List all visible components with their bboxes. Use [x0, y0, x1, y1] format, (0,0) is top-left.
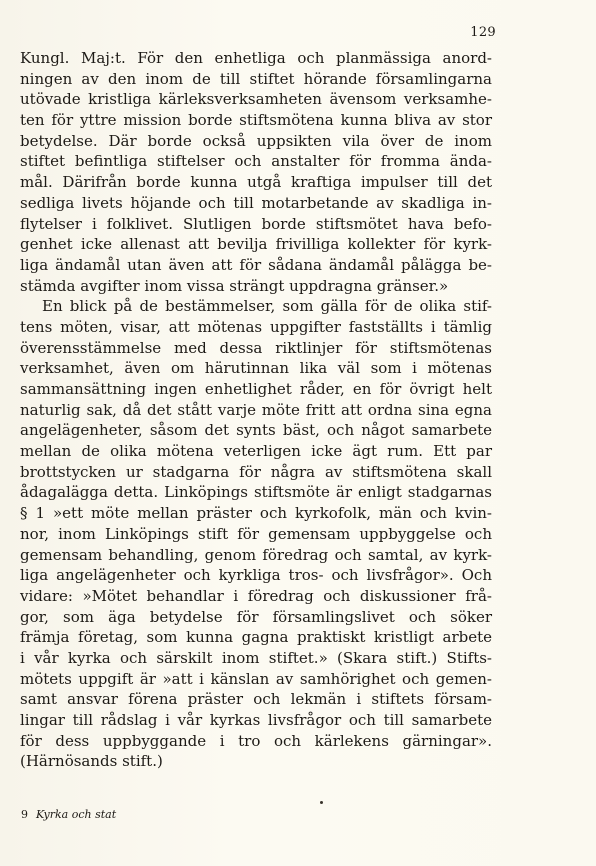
text-line: mellan de olika mötena veterligen icke ägt rum. Ett par: [20, 442, 492, 461]
printer-signature: [21, 808, 116, 821]
ink-speck: [320, 801, 323, 804]
text-line: ningen av den inom de till stiftet hörande församlingarna: [20, 69, 492, 88]
text-line: ten för yttre mission borde stiftsmötena kunna bliva av stor: [20, 111, 492, 130]
signature-title: Kyrka och stat: [36, 808, 117, 821]
text-line: naturlig sak, då det stått varje möte fritt att ordna sina egna: [20, 400, 492, 419]
text-line: liga ändamål utan även att för sådana ändamål pålägga be-: [20, 255, 492, 274]
text-line: angelägenheter, såsom det synts bäst, och något samarbete: [20, 421, 492, 440]
text-line: § 1 »ett möte mellan präster och kyrkofolk, män och kvin-: [20, 504, 492, 523]
text-line: verksamhet, även om härutinnan lika väl som i mötenas: [20, 359, 492, 378]
text-line: samt ansvar förena präster och lekmän i stiftets försam-: [20, 690, 492, 709]
text-line: (Härnösands stift.): [20, 752, 163, 771]
text-line: i vår kyrka och särskilt inom stiftet.» (Skara stift.) Stifts-: [20, 648, 492, 667]
text-line: betydelse. Där borde också uppsikten vila över de inom: [20, 131, 492, 150]
text-line: gor, som äga betydelse för församlingslivet och söker: [20, 607, 492, 626]
text-line: främja företag, som kunna gagna praktiskt kristligt arbete: [20, 628, 492, 647]
text-line: vidare: »Mötet behandlar i föredrag och diskussioner frå-: [20, 586, 492, 605]
page-number: 129: [470, 25, 496, 40]
text-line: gemensam behandling, genom föredrag och samtal, av kyrk-: [20, 545, 492, 564]
body-text: [20, 48, 492, 772]
text-line: stiftet befintliga stiftelser och anstalter för fromma ända-: [20, 152, 492, 171]
signature-number: 9: [21, 808, 28, 821]
text-line: överensstämmelse med dessa riktlinjer för stiftsmötenas: [20, 338, 492, 357]
text-line: Kungl. Maj:t. För den enhetliga och planmässiga anord-: [20, 49, 492, 67]
text-line: sammansättning ingen enhetlighet råder, en för övrigt helt: [20, 380, 492, 398]
text-line: mål. Därifrån borde kunna utgå kraftiga impulser till det: [20, 173, 492, 192]
text-line: tens möten, visar, att mötenas uppgifter fastställts i tämlig: [20, 317, 492, 336]
text-line: utövade kristliga kärleksverksamheten ävensom verksamhe-: [20, 90, 492, 109]
text-line: liga angelägenheter och kyrkliga tros- och livsfrågor». Och: [20, 566, 492, 585]
text-line: mötets uppgift är »att i känslan av samhörighet och gemen-: [20, 669, 492, 688]
text-line: sedliga livets höjande och till motarbetande av skadliga in-: [20, 193, 492, 212]
text-line: för dess uppbyggande i tro och kärlekens gärningar».: [20, 731, 492, 750]
text-line: flytelser i folklivet. Slutligen borde stiftsmötet hava befo-: [20, 214, 492, 233]
text-line: genhet icke allenast att bevilja frivilliga kollekter för kyrk-: [20, 235, 492, 254]
text-line: lingar till rådslag i vår kyrkas livsfrågor och till samarbete: [20, 711, 492, 729]
text-line: brottstycken ur stadgarna för några av stiftsmötena skall: [20, 462, 492, 481]
text-line: stämda avgifter inom vissa strängt uppdragna gränser.»: [20, 276, 449, 295]
text-line: nor, inom Linköpings stift för gemensam uppbyggelse och: [20, 524, 492, 543]
text-line: ådagalägga detta. Linköpings stiftsmöte är enligt stadgarnas: [20, 483, 492, 502]
text-line: En blick på de bestämmelser, som gälla för de olika stif-: [42, 297, 492, 316]
